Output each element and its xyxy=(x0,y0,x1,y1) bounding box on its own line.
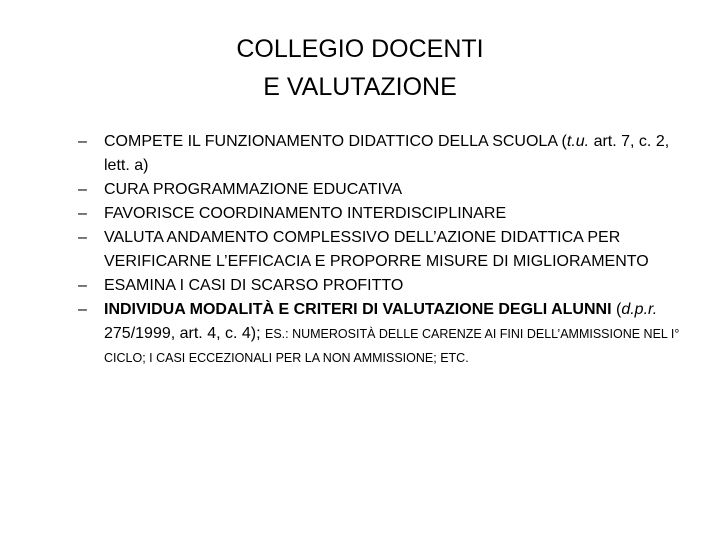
item-bold-text: INDIVIDUA MODALITÀ E CRITERI DI VALUTAZIONE DEGLI ALUNNI xyxy=(104,301,612,318)
item-text: ( xyxy=(611,301,622,318)
bullet-dash: – xyxy=(78,277,87,294)
slide-title xyxy=(0,30,720,106)
item-text: ESAMINA I CASI DI SCARSO PROFITTO xyxy=(104,277,404,294)
item-small-note: ES.: NUMEROSITÀ DELLE CARENZE AI FINI DELL’AMMISSIONE NEL I° CICLO; I CASI ECCEZIONALI PER LA NON AMMISSIONE; ETC. xyxy=(104,327,680,365)
item-text: COMPETE IL FUNZIONAMENTO DIDATTICO DELLA SCUOLA ( xyxy=(104,133,567,150)
list-item xyxy=(78,178,688,202)
item-italic-ref: d.p.r. xyxy=(621,301,658,318)
list-item xyxy=(78,130,688,178)
item-italic-ref: t.u. xyxy=(566,133,590,150)
bullet-dash: – xyxy=(78,205,87,222)
bullet-list xyxy=(78,130,688,370)
item-text: VALUTA ANDAMENTO COMPLESSIVO DELL’AZIONE DIDATTICA PER VERIFICARNE L’EFFICACIA E PROPORRE MISURE DI MIGLIORAMENTO xyxy=(104,229,649,270)
item-text-cont: art. 7, c. 2, lett. a) xyxy=(104,133,670,174)
bullet-dash: – xyxy=(78,133,87,150)
title-line-2: E VALUTAZIONE xyxy=(263,73,457,101)
title-line-1: COLLEGIO DOCENTI xyxy=(236,35,484,63)
list-item xyxy=(78,274,688,298)
list-item xyxy=(78,298,688,370)
list-item xyxy=(78,226,688,274)
item-text: FAVORISCE COORDINAMENTO INTERDISCIPLINARE xyxy=(104,205,507,222)
item-text: CURA PROGRAMMAZIONE EDUCATIVA xyxy=(104,181,403,198)
bullet-dash: – xyxy=(78,181,87,198)
bullet-dash: – xyxy=(78,229,87,246)
bullet-dash: – xyxy=(78,301,87,318)
item-text-cont: 275/1999, art. 4, c. 4); xyxy=(104,325,265,342)
list-item xyxy=(78,202,688,226)
